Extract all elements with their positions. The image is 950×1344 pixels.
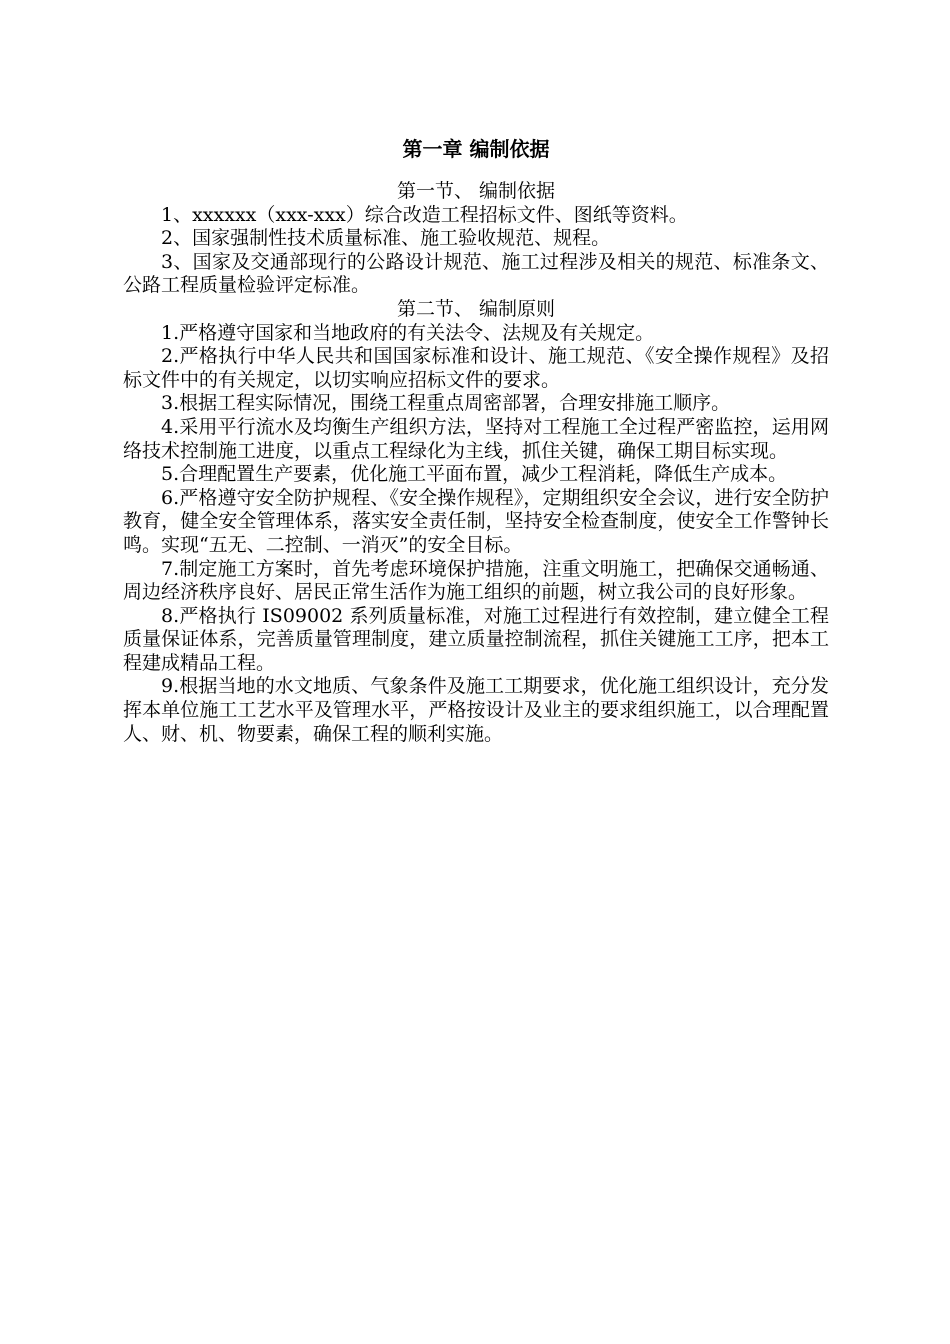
paragraph: 7.制定施工方案时，首先考虑环境保护措施，注重文明施工，把确保交通畅通、周边经济秩序良好、居民正常生活作为施工组织的前题，树立我公司的良好形象。 <box>123 557 829 604</box>
paragraph: 4.采用平行流水及均衡生产组织方法，坚持对工程施工全过程严密监控，运用网络技术控制施工进度，以重点工程绿化为主线，抓住关键，确保工期目标实现。 <box>123 415 829 462</box>
chapter-title: 第一章 编制依据 <box>402 137 550 161</box>
paragraph: 9.根据当地的水文地质、气象条件及施工工期要求，优化施工组织设计，充分发挥本单位施工工艺水平及管理水平，严格按设计及业主的要求组织施工，以合理配置人、财、机、物要素，确保工程的顺利实施。 <box>123 675 829 745</box>
paragraph: 1.严格遵守国家和当地政府的有关法令、法规及有关规定。 <box>161 321 655 344</box>
paragraph: 3.根据工程实际情况，围绕工程重点周密部署，合理安排施工顺序。 <box>161 392 731 415</box>
paragraph: 3、国家及交通部现行的公路设计规范、施工过程涉及相关的规范、标准条文、公路工程质量检验评定标准。 <box>123 250 829 297</box>
paragraph: 5.合理配置生产要素，优化施工平面布置，减少工程消耗，降低生产成本。 <box>161 463 788 486</box>
paragraph: 8.严格执行 IS09002 系列质量标准，对施工过程进行有效控制，建立健全工程质量保证体系，完善质量管理制度，建立质量控制流程，抓住关键施工工序，把本工程建成精品工程。 <box>123 604 829 674</box>
paragraph: 1、xxxxxx（xxx-xxx）综合改造工程招标文件、图纸等资料。 <box>161 203 688 226</box>
paragraph: 2.严格执行中华人民共和国国家标准和设计、施工规范、《安全操作规程》及招标文件中的有关规定，以切实响应招标文件的要求。 <box>123 345 829 391</box>
section-title-basis: 第一节、 编制依据 <box>396 180 556 202</box>
paragraph: 6.严格遵守安全防护规程、《安全操作规程》，定期组织安全会议，进行安全防护教育，健全安全管理体系，落实安全责任制，坚持安全检查制度，使安全工作警钟长鸣。实现“五无、二控制、一消灭”的安全目标。 <box>123 486 829 556</box>
section-title-principles: 第二节、 编制原则 <box>396 297 556 320</box>
document-page <box>123 132 829 746</box>
paragraph: 2、国家强制性技术质量标准、施工验收规范、规程。 <box>161 227 611 250</box>
